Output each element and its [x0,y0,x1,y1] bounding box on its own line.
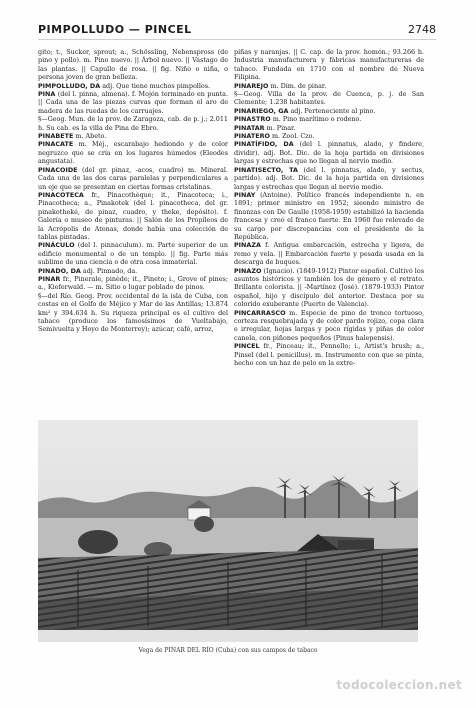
entry-text: m. Zool. Czo. [271,132,315,141]
dictionary-entry [38,166,228,191]
entry-headword: PINATAR [234,123,265,132]
dictionary-entry [234,90,424,107]
dictionary-entry [234,48,424,82]
entry-headword: PINASTRO [234,115,271,124]
dictionary-entry [234,191,424,241]
entry-text: §—Geog. Villa de la prov. de Cuenca, p. j. de San Clemente; 1.238 habitantes. [234,90,424,107]
entry-headword: PINCARRASCO [234,308,286,317]
entry-text: m. Pinar. [266,123,296,132]
watermark: todocoleccion.net [336,678,462,692]
dictionary-entry [234,267,424,309]
dictionary-entry [38,115,228,132]
dictionary-entry [234,115,424,123]
entry-text: (del l. pinnaculum). m. Parte superior de un edificio monumental o de un templo. || fig. Parte más sublime de una ciencia o de otra cosa inmaterial. [38,241,228,267]
dictionary-entry [234,82,424,90]
dictionary-entry [234,140,424,165]
entry-headword: PINARIEGO, GA [234,106,289,115]
dictionary-entry [234,107,424,115]
dictionary-entry [38,132,228,140]
entry-headword: PINATERO [234,132,270,141]
entry-headword: PINAZA [234,241,261,250]
entry-text: gito; t., Sucker, sprout; a., Schössling, Nebenspross (de pino y pollo). m. Pino nuevo. || Árbol nuevo. || Vástago de las plantas. || Capullo de rosa. || fig. Niño o niña, o persona joven de gran belleza. [38,48,228,82]
entry-text: fr., Pinceau; it., Pennello; i., Artist's brush; a., Pinsel (del l. penicillus). m. Instrumento con que se pinta, hecho con un haz de pelo en la extre- [234,342,424,368]
dictionary-entry [38,82,228,90]
entry-text: §—del Río. Geog. Prov. occidental de la isla de Cuba, con costas en el Golfo de Méjico y Mar de las Antillas; 13.874 km² y 394.634 h. Su riqueza principal es el cultivo del tabaco (produce los famosísimos de Vueltabajo, Semivuelta y Hoyo de Monterrey); azúcar, café, arroz, [38,291,228,334]
entry-headword: PINCEL [234,342,260,351]
entry-text: fr., Pinacothèque; it., Pinacoteca; i., Pinacotheca; a., Pinakotek (del l. pinacotheca, del gr. pinakotheké, de pinaz, cuadro, y theke, depósito). f. Galería o museo de pinturas. || Salón de los Propíleos de la Acrópolis de Atenas, donde había una colección de tablas pintadas. [38,190,228,241]
entry-headword: PINACATE [38,140,74,149]
entry-text: (Ignacio). (1849-1912) Pintor español. Cultivó los asuntos históricos y también los de género y el retrato. Brillante colorista. || -Martínez (José). (1879-1933) Pintor español, hijo y discípulo del anterior. Destaca por su colorido exuberante (Puerto de Valencia). [234,266,424,309]
entry-headword: PINAY [234,190,256,199]
tobacco-field-photo [38,420,418,642]
entry-text: m. Especie de pino de tronco tortuoso, corteza resquebrajada y de color pardo rojizo, copa clara e irregular, hojas largas y poco rígidas y piñas de color canela, con piñones pequeños (Pinus halepensis). [234,308,424,342]
dictionary-entry [234,241,424,266]
entry-headword: PINA [38,90,56,99]
left-column [38,48,228,416]
dictionary-entry [38,275,228,292]
entry-headword: PINADO, DA [38,266,81,275]
page-number: 2748 [408,23,436,36]
entry-text: m. Abeto. [75,132,107,141]
entry-headword: PINAZO [234,266,262,275]
dictionary-entry [234,166,424,191]
entry-headword: PIMPOLLUDO, DA [38,81,101,90]
entry-text: (Antoine). Político francés independiente n. en 1891; primer ministro en 1952; sieendo ministro de finanzas con De Gaulle (1958-1959) estabilizó la hacienda francesa y creó el franco fuerte. En 1960 fue relevado de su cargo por discrepancias con el presidente de la República. [234,190,424,241]
entry-text: m. Pino marítimo o rodeno. [272,115,362,124]
entry-headword: PINATÍFIDO, DA [234,140,294,149]
entry-text: (del l. pinna, almena). f. Mojón terminado en punta. || Cada una de las piezas curvas que forman el aro de madera de las ruedas de los carruajes. [38,90,228,115]
entry-text: adj. Que tiene muchos pimpollos. [102,81,211,90]
entry-text: (del l. pinnatus, alado, y sectus, partido). adj. Bot. Dic. de la hoja partida en divisiones largas y estrechas que llegan al nervio medio. [234,165,424,191]
right-column [234,48,424,416]
entry-headword: PINAREJO [234,81,269,90]
dictionary-entry [38,140,228,165]
dictionary-entry [38,48,228,82]
running-head: PIMPOLLUDO — PINCEL [38,23,192,36]
entry-headword: PINABETE [38,132,74,141]
dictionary-entry [38,292,228,334]
dictionary-entry [38,90,228,115]
entry-text: m. Méj., escarabajo hediondo y de color negruzco que se cría en los lugares húmedos (Eleodes angustata). [38,140,228,166]
dictionary-entry [38,191,228,241]
dictionary-entry [38,241,228,266]
dictionary-entry [234,342,424,367]
entry-headword: PINACOTECA [38,190,84,199]
entry-text: (del gr. pinaz, -acos, cuadro) m. Mineral. Cada una de las dos caras paralelas y perpendiculares a un eje que se presentan en ciertas formas cristalinas. [38,165,228,191]
entry-headword: PINÁCULO [38,241,75,250]
entry-headword: PINACOIDE [38,165,78,174]
entry-text: §—Geog. Mun. de la prov. de Zaragoza, cab. de p. j.; 2.011 h. Su cab. es la villa de Pina de Ebro. [38,115,228,132]
entry-headword: PINAR [38,274,61,283]
entry-headword: PINATISECTO, TA [234,165,298,174]
entry-text: fr., Pinerale, pinède; it., Pineto; i., Grove of pines; a., Kieferwald. — m. Sitio o lugar poblado de pinos. [38,274,228,292]
entry-text: (del l. pinnatus, alado, y findere, dividir). adj. Bot. Dic. de la hoja partida en divisiones largas y estrechas que no llegan al nervio medio. [234,140,424,166]
page-header [38,23,436,40]
dictionary-entry [234,124,424,132]
dictionary-entry [234,309,424,343]
entry-text: f. Antigua embarcación, estrecha y ligera, de remo y vela. || Embarcación fuerte y pesada usada en la descarga de buques. [234,241,424,267]
entry-text: adj. Perteneciente al pino. [290,106,376,115]
dictionary-entry [38,267,228,275]
entry-text: m. Dim. de pinar. [270,81,327,90]
entry-text: adj. Pinnado, da. [82,266,138,275]
entry-text: piñas y naranjas. || C. cap. de la prov. homón.; 93.266 h. Industria manufacturera y fábricas manufactureras de tabaco. Fundada en 1710 con el nombre de Nueva Filipina. [234,48,424,82]
figure-caption: Vega de PINAR DEL RÍO (Cuba) con sus campos de tabaco [138,647,318,654]
